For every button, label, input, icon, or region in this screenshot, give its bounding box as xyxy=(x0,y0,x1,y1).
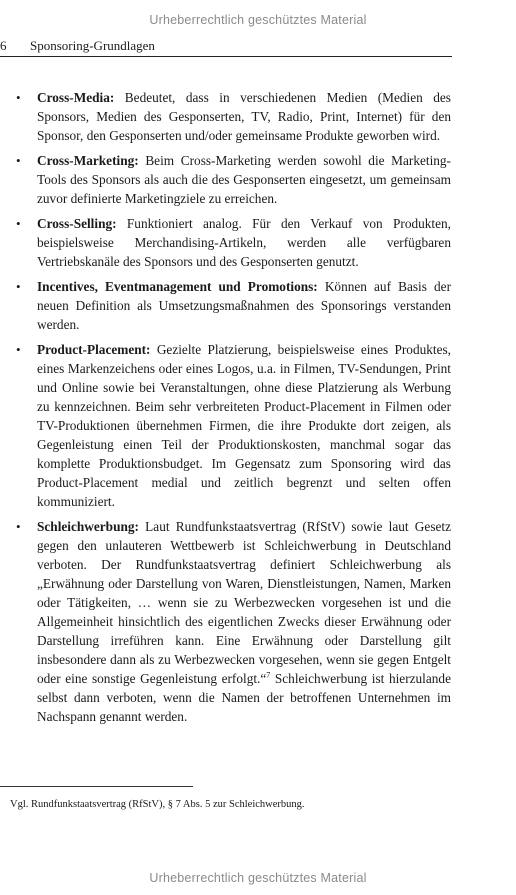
term-label: Cross-Media: xyxy=(37,90,115,105)
list-item-incentives xyxy=(15,277,451,334)
bullet-icon: • xyxy=(16,153,21,168)
term-definition: Bedeutet, dass in verschiedenen Medien (Medien des Sponsors, Medien des Gesponserten, TV, Radio, Print, Internet) für den Sponsor, den Gesponserten und/oder gemeinsame Produkte geworben wird. xyxy=(37,90,451,143)
bullet-icon: • xyxy=(16,279,21,294)
bullet-icon: • xyxy=(16,519,21,534)
footnote-divider xyxy=(0,786,193,787)
definition-list xyxy=(15,88,451,726)
list-item-cross-marketing xyxy=(15,151,451,208)
bullet-icon: • xyxy=(16,90,21,105)
term-definition: Können auf Basis der neuen Definition als Umsetzungsmaßnahmen des Sponsorings verstanden werden. xyxy=(37,279,451,332)
body-text xyxy=(15,88,451,732)
term-definition: Funktioniert analog. Für den Verkauf von Produkten, beispielsweise Merchandising-Artikeln, werden alle verfügbaren Vertriebskanäle des Sponsors und des Gesponserten genutzt. xyxy=(37,216,451,269)
term-definition-continued: Schleichwerbung ist hierzulande selbst dann verboten, wenn die Namen der betroffenen Unternehmen im Nachspann genannt werden. xyxy=(37,671,451,724)
term-definition: Gezielte Platzierung, beispielsweise eines Produktes, eines Markenzeichens oder eines Logos, u.a. in Filmen, TV-Sendungen, Print und Online sowie bei Veranstaltungen, ohne diese Platzierung als Werbung zu kennzeichnen. Beim sehr verbreiteten Product-Placement in Filmen oder TV-Produktionen übernehmen Firmen, die ihre Produkte dort zeigen, als Gegenleistung einen Teil der Produktionskosten, manchmal sogar das komplette Produktionsbudget. Im Gegensatz zum Sponsoring wird das Product-Placement medial und zeitlich begrenzt und selten offen kommuniziert. xyxy=(37,342,451,509)
bullet-icon: • xyxy=(16,342,21,357)
footnote-reference[interactable]: 7 xyxy=(266,670,271,680)
term-label: Product-Placement: xyxy=(37,342,151,357)
term-definition: Laut Rundfunkstaatsvertrag (RfStV) sowie laut Gesetz gegen den unlauteren Wettbewerb ist Schleichwerbung in Deutschland verboten. Der Rundfunkstaatsvertrag definiert Schleichwerbung als „Erwähnung oder Darstellung von Waren, Dienstleistungen, Namen, Marken oder Tätigkeiten, … wenn sie zu Werbezwecken vorgesehen ist und die Allgemeinheit hinsichtlich des eigentlichen Zwecks dieser Erwähnung oder Darstellung irreführen kann. Eine Erwähnung oder Darstellung gilt insbesondere dann als zu Werbezwecken vorgesehen, wenn sie gegen Entgelt oder eine sonstige Gegenleistung erfolgt.“ xyxy=(37,519,451,686)
running-header xyxy=(0,38,452,57)
list-item-cross-selling xyxy=(15,214,451,271)
running-head-title: Sponsoring-Grundlagen xyxy=(30,38,155,53)
watermark-bottom: Urheberrechtlich geschütztes Material xyxy=(149,871,367,885)
list-item-schleichwerbung xyxy=(15,517,451,726)
term-label: Schleichwerbung: xyxy=(37,519,139,534)
watermark-top: Urheberrechtlich geschütztes Material xyxy=(149,13,367,27)
page-number: 6 xyxy=(0,38,7,53)
list-item-product-placement xyxy=(15,340,451,511)
term-label: Cross-Marketing: xyxy=(37,153,139,168)
term-label: Cross-Selling: xyxy=(37,216,117,231)
term-label: Incentives, Eventmanagement und Promotions: xyxy=(37,279,318,294)
term-definition: Beim Cross-Marketing werden sowohl die Marketing-Tools des Sponsors als auch die des Gesponserten eingesetzt, um gemeinsam zuvor definierte Marketingziele zu erreichen. xyxy=(37,153,451,206)
list-item-cross-media xyxy=(15,88,451,145)
footnote: Vgl. Rundfunkstaatsvertrag (RfStV), § 7 Abs. 5 zur Schleichwerbung. xyxy=(10,799,305,810)
bullet-icon: • xyxy=(16,216,21,231)
